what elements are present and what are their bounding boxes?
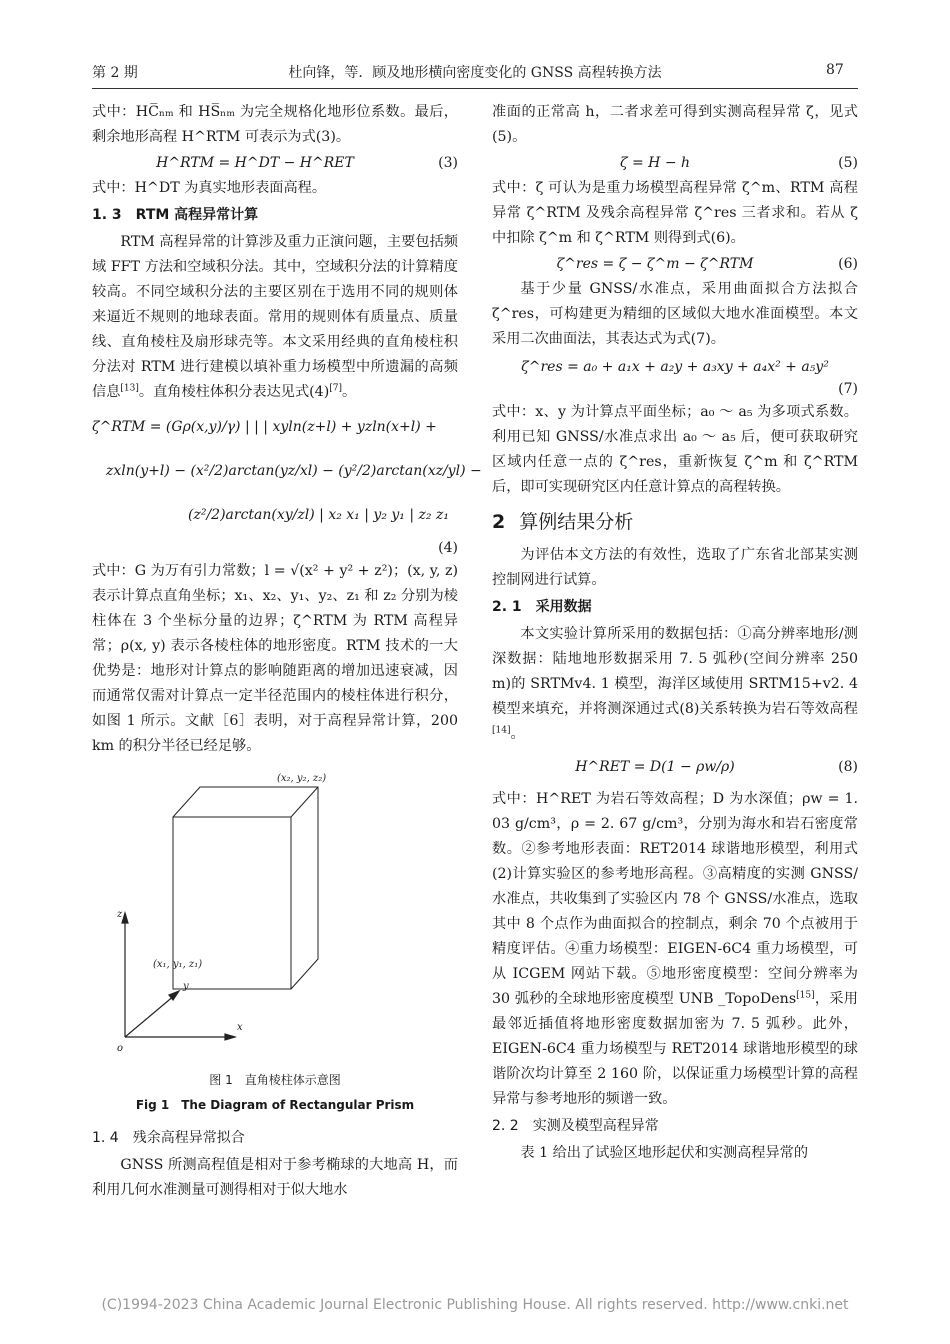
y-axis [125,995,175,1037]
left-column [92,100,482,1203]
equation-3: H^RTM = H^DT − H^RET (3) [156,155,458,171]
citation: [15] [796,990,815,1001]
running-title: 杜向锋，等．顾及地形横向密度变化的 GNSS 高程转换方法 [288,65,662,81]
equation-7: ζ^res = a₀ + a₁x + a₂y + a₃xy + a₄x² + a₅y² (7) [521,359,858,397]
y-axis-label: y [183,981,189,992]
header-rule [92,88,858,89]
bottom-corner-label: (x₁, y₁, z₁) [153,959,203,970]
origin-label: o [117,1043,124,1054]
citation: [7] [329,383,342,394]
equation-6: ζ^res = ζ − ζ^m − ζ^RTM (6) [556,256,858,272]
paragraph: 式中：H^DT 为真实地形表面高程。 [92,180,327,196]
paragraph: 式中：H^RET 为岩石等效高程；D 为水深值；ρw = 1. 03 g/cm³，ρ = 2. 67 g/cm³，分别为海水和岩石密度常数。②参考地形表面：RET2014 球谐地形模型，利用式(2)计算实验区的参考地形高程。③高精度的实测 GNSS/水准点，共收集到了实验区内 78 个 GNSS/水准点，选取其中 8 个点作为曲面拟合的控制点，剩余 70 个点被用于精度评估。④重力场模型：EIGEN-6C4 重力场模型，可从 ICGEM 网站下载。⑤地形密度模型：空间分辨率为 30 弧秒的全球地形密度模型 UNB _TopoDens[15]，采用最邻近插值将地形密度数据加密为 7. 5 弧秒。此外，EIGEN-6C4 重力场模型与 RET2014 球谐地形模型的球谐阶次均计算至 2 160 阶，以保证重力场模型计算的高程异常与参考地形的频谱一致。 [492,791,858,1107]
equation-4: ζ^RTM = (Gρ(x,y)/γ) | | | xyln(z+l) + yzln(x+l) + zxln(y+l) − (x²/2)arctan(yz/xl) − (y²/2)arctan(xz/yl) − (z²/2)arctan(xy/zl) | x₂ x₁ | y₂ y₁ | z₂ z₁ (4) [92,419,482,556]
paragraph: 基于少量 GNSS/水准点，采用曲面拟合方法拟合 ζ^res，可构建更为精细的区域似大地水准面模型。本文采用二次曲面法，其表达式为式(7)。 [492,281,858,347]
figure-caption-cn: 图 1 直角棱柱体示意图 [209,1073,341,1087]
copyright-footer: (C)1994-2023 China Academic Journal Electronic Publishing House. All rights reserved. http://www.cnki.net [101,1297,849,1313]
issue-number: 第 2 期 [92,65,138,81]
figure-1 [92,767,458,1118]
paragraph: GNSS 所测高程值是相对于参考椭球的大地高 H，而利用几何水准测量可测得相对于似大地水 [92,1157,458,1198]
x-axis-label: x [237,1022,243,1033]
figure-caption-en: Fig 1 The Diagram of Rectangular Prism [135,1098,415,1112]
paragraph: 本文实验计算所采用的数据包括：①高分辨率地形/测深数据：陆地地形数据采用 7. 5 弧秒(空间分辨率 250 m)的 SRTMv4. 1 模型，海洋区域使用 SRTM15+v2. 4 模型来填充，并将测深通过式(8)关系转换为岩石等效高程[14]。 [492,626,858,742]
x-arrow [225,1034,235,1040]
equation-8: H^RET = D(1 − ρw/ρ) (8) [575,759,858,775]
paragraph: 式中：ζ 可认为是重力场模型高程异常 ζ^m、RTM 高程异常 ζ^RTM 及残余高程异常 ζ^res 三者求和。若从 ζ 中扣除 ζ^m 和 ζ^RTM 则得到式(6)。 [492,180,858,246]
paragraph: 式中：x、y 为计算点平面坐标；a₀ ～ a₅ 为多项式系数。利用已知 GNSS/水准点求出 a₀ ～ a₅ 后，便可获取研究区域内任意一点的 ζ^res，重新恢复 ζ^m 和 ζ^RTM 后，即可实现研究区内任意计算点的高程转换。 [492,404,858,495]
top-corner-label: (x₂, y₂, z₂) [277,773,327,784]
paragraph: 式中：HC̅ₙₘ 和 HS̅ₙₘ 为完全规格化地形位系数。最后，剩余地形高程 H^RTM 可表示为式(3)。 [92,104,458,145]
z-arrow [122,913,128,923]
prism-diagram [117,767,425,1057]
z-axis-label: z [117,909,123,920]
equation-5: ζ = H − h (5) [619,155,858,171]
paragraph: 为评估本文方法的有效性，选取了广东省北部某实测控制网进行试算。 [492,547,858,588]
citation: [14] [492,725,511,736]
right-column [492,100,858,1166]
section-heading-2-2: 2. 2 实测及模型高程异常 [492,1118,659,1134]
section-heading-2: 2 算例结果分析 [492,511,634,533]
paragraph: RTM 高程异常的计算涉及重力正演问题，主要包括频域 FFT 方法和空域积分法。其中，空域积分法的计算精度较高。不同空域积分法的主要区别在于选用不同的规则体来逼近不规则的地球表面。常用的规则体有质量点、质量线、直角棱柱及扇形球壳等。本文采用经典的直角棱柱积分法对 RTM 进行建模以填补重力场模型中所遗漏的高频信息[13]。直角棱柱体积分表达见式(4)[7]。 [92,234,458,400]
page-number: 87 [826,62,844,78]
citation: [13] [120,383,139,394]
paragraph: 准面的正常高 h，二者求差可得到实测高程异常 ζ，见式(5)。 [492,104,858,145]
section-heading-2-1: 2. 1 采用数据 [492,599,592,615]
paragraph: 式中：G 为万有引力常数；l = √(x² + y² + z²)；(x, y, z) 表示计算点直角坐标；x₁、x₂、y₁、y₂、z₁ 和 z₂ 分别为棱柱体在 3 个坐标分量的边界；ζ^RTM 为 RTM 高程异常；ρ(x, y) 表示各棱柱体的地形密度。RTM 技术的一大优势是：地形对计算点的影响随距离的增加迅速衰减，因而通常仅需对计算点一定半径范围内的棱柱体进行积分，如图 1 所示。文献［6］表明，对于高程异常计算，200 km 的积分半径已经足够。 [92,563,458,754]
prism-top-edge [291,787,318,817]
paragraph: 表 1 给出了试验区地形起伏和实测高程异常的 [520,1145,809,1161]
section-heading-1-3: 1. 3 RTM 高程异常计算 [92,207,259,223]
section-heading-1-4: 1. 4 残余高程异常拟合 [92,1130,245,1146]
